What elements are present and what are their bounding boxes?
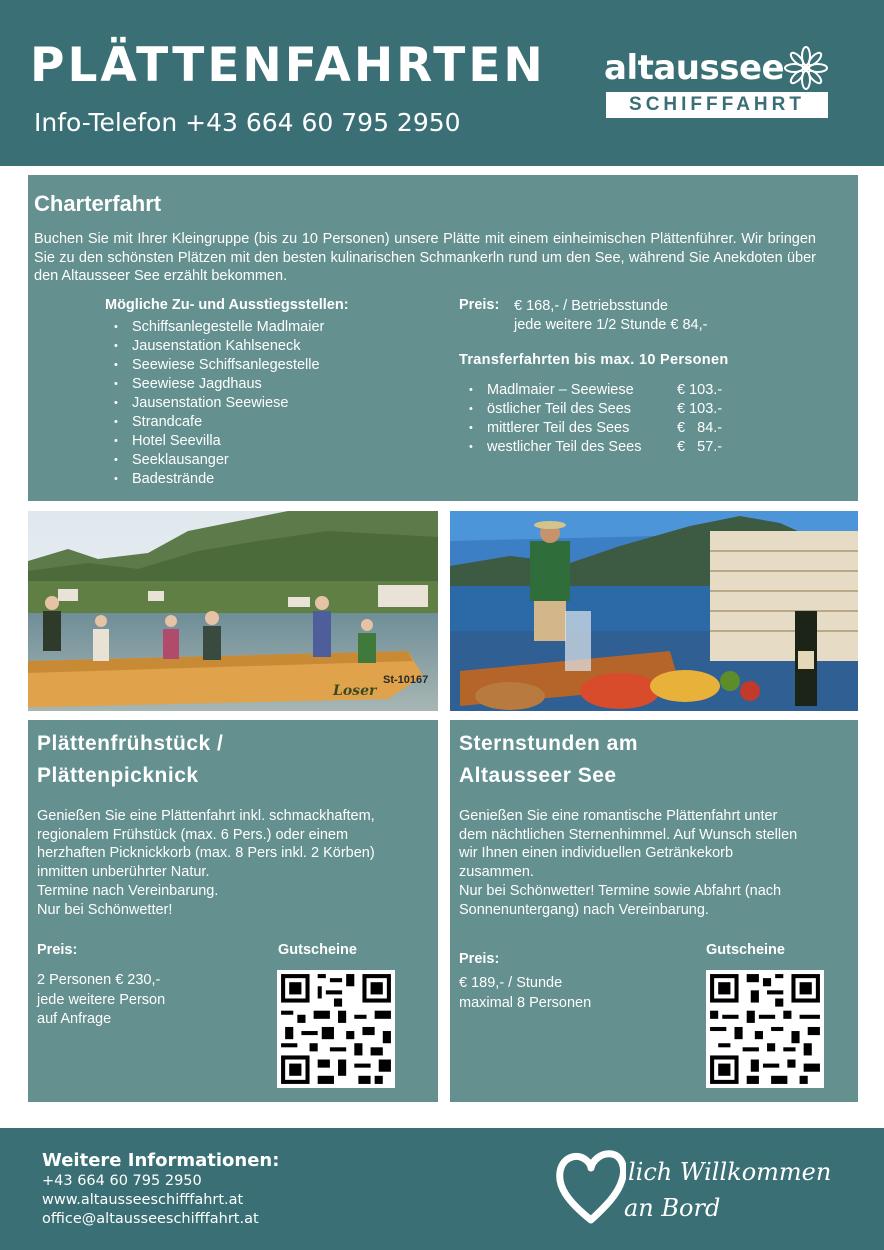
price-line: jede weitere Person: [37, 991, 166, 1008]
transfer-route: westlicher Teil des Sees: [487, 439, 642, 455]
text-line: Nur bei Schönwetter! Termine sowie Abfahrt (nach: [459, 882, 782, 899]
text-line: Genießen Sie eine romantische Plättenfahrt unter: [459, 808, 778, 824]
breakfast-title-line: Plättenpicknick: [37, 764, 199, 787]
heart-icon: [556, 1148, 626, 1228]
list-item: • Jausenstation Kahlseneck: [114, 337, 324, 356]
transfer-route: Madlmaier – Seewiese: [487, 382, 634, 398]
list-item: • Seewiese Schiffsanlegestelle: [114, 356, 324, 375]
stars-price: [459, 974, 591, 1013]
transfer-price: € 103.-: [677, 401, 723, 417]
list-item: • Schiffsanlegestelle Madlmaier: [114, 318, 324, 337]
charter-section: [28, 175, 858, 501]
page-title: PLÄTTENFAHRTEN: [30, 38, 546, 93]
header: [0, 0, 884, 166]
logo-subtitle: SCHIFFFAHRT: [606, 92, 828, 118]
transfer-list: [469, 381, 722, 457]
text-line: zusammen.: [459, 864, 534, 881]
list-item: • Strandcafe: [114, 413, 324, 432]
list-item: • Badestrände: [114, 470, 324, 489]
info-phone: Info-Telefon +43 664 60 795 2950: [34, 108, 461, 137]
stops-list: [114, 318, 324, 489]
edelweiss-icon: [784, 46, 828, 90]
text-line: Sonnenuntergang) nach Vereinbarung.: [459, 901, 709, 918]
price-line: maximal 8 Personen: [459, 994, 592, 1011]
list-item: • Seewiese Jagdhaus: [114, 375, 324, 394]
price-line: € 189,- / Stunde: [459, 975, 563, 991]
list-item: [469, 400, 722, 419]
info-title: Weitere Informationen:: [42, 1150, 280, 1171]
voucher-qr-code[interactable]: [706, 970, 824, 1088]
text-line: Nur bei Schönwetter!: [37, 901, 173, 918]
charter-title: Charterfahrt: [34, 191, 162, 216]
stars-title: [459, 728, 638, 792]
breakfast-section: [28, 720, 438, 1102]
logo-word: altaussee: [604, 48, 785, 88]
footer: [0, 1128, 884, 1250]
breakfast-price-label: Preis:: [37, 942, 78, 958]
breakfast-title-line: Plättenfrühstück /: [37, 732, 224, 755]
price-line: auf Anfrage: [37, 1011, 112, 1027]
stars-title-line: Altausseer See: [459, 764, 617, 787]
altaussee-logo: [604, 44, 830, 120]
list-item: • Seeklausanger: [114, 451, 324, 470]
list-item: • Jausenstation Seewiese: [114, 394, 324, 413]
breakfast-price: [37, 971, 165, 1030]
price-line: 2 Personen € 230,-: [37, 972, 161, 988]
breakfast-title: [37, 728, 223, 792]
text-line: wir Ihnen einen individuellen Getränkekorb: [459, 845, 734, 862]
transfer-price: € 103.-: [677, 382, 723, 398]
breakfast-description: [37, 807, 429, 919]
list-item: [469, 419, 722, 438]
transfer-route: östlicher Teil des Sees: [487, 401, 632, 417]
text-line: Termine nach Vereinbarung.: [37, 882, 219, 899]
transfer-price: € 84.-: [677, 420, 723, 436]
stars-section: [450, 720, 858, 1102]
welcome-line-2: an Bord: [624, 1194, 721, 1222]
footer-email[interactable]: office@altausseeschifffahrt.at: [42, 1211, 259, 1227]
boat-name: Loser: [333, 683, 377, 699]
welcome-slogan: [556, 1148, 846, 1238]
charter-description: Buchen Sie mit Ihrer Kleingruppe (bis zu 10 Personen) unsere Plätte mit einem einheimischen Plättenführer. Wir bringen Sie zu den schönsten Plätzen mit den besten kulinarischen Schmankerln rund um den See, während Sie Anekdoten über den Altausseer See erzählt bekommen.: [34, 231, 816, 284]
footer-website[interactable]: www.altausseeschifffahrt.at: [42, 1192, 244, 1208]
list-item: [469, 438, 722, 457]
stars-price-label: Preis:: [459, 951, 500, 967]
welcome-line-1: lich Willkommen: [628, 1158, 832, 1186]
text-line: regionalem Frühstück (max. 6 Pers.) oder einem: [37, 826, 349, 843]
voucher-qr-code[interactable]: [277, 970, 395, 1088]
boat-number: St-10167: [383, 674, 429, 686]
text-line: herzhaften Picknickkorb (max. 8 Pers inkl. 2 Körben): [37, 845, 375, 862]
footer-phone[interactable]: +43 664 60 795 2950: [42, 1173, 202, 1189]
text-line: inmitten unberührter Natur.: [37, 864, 210, 881]
charter-price-hourly: € 168,- / Betriebsstunde: [514, 298, 668, 314]
stars-title-line: Sternstunden am: [459, 732, 639, 755]
stars-description: [459, 807, 851, 919]
stops-title: Mögliche Zu- und Ausstiegsstellen:: [105, 297, 349, 313]
charter-price-label: Preis:: [459, 297, 500, 313]
text-line: dem nächtlichen Sternenhimmel. Auf Wunsch stellen: [459, 826, 798, 843]
transfer-price: € 57.-: [677, 439, 723, 455]
charter-price-extra: jede weitere 1/2 Stunde € 84,-: [514, 317, 708, 333]
picnic-photo: [450, 511, 858, 711]
text-line: Genießen Sie eine Plättenfahrt inkl. schmackhaftem,: [37, 808, 375, 824]
voucher-label: Gutscheine: [278, 942, 357, 958]
transfer-title: Transferfahrten bis max. 10 Personen: [459, 352, 729, 368]
list-item: • Hotel Seevilla: [114, 432, 324, 451]
list-item: [469, 381, 722, 400]
voucher-label: Gutscheine: [706, 942, 785, 958]
boat-group-photo: [28, 511, 438, 711]
transfer-route: mittlerer Teil des Sees: [487, 420, 630, 436]
